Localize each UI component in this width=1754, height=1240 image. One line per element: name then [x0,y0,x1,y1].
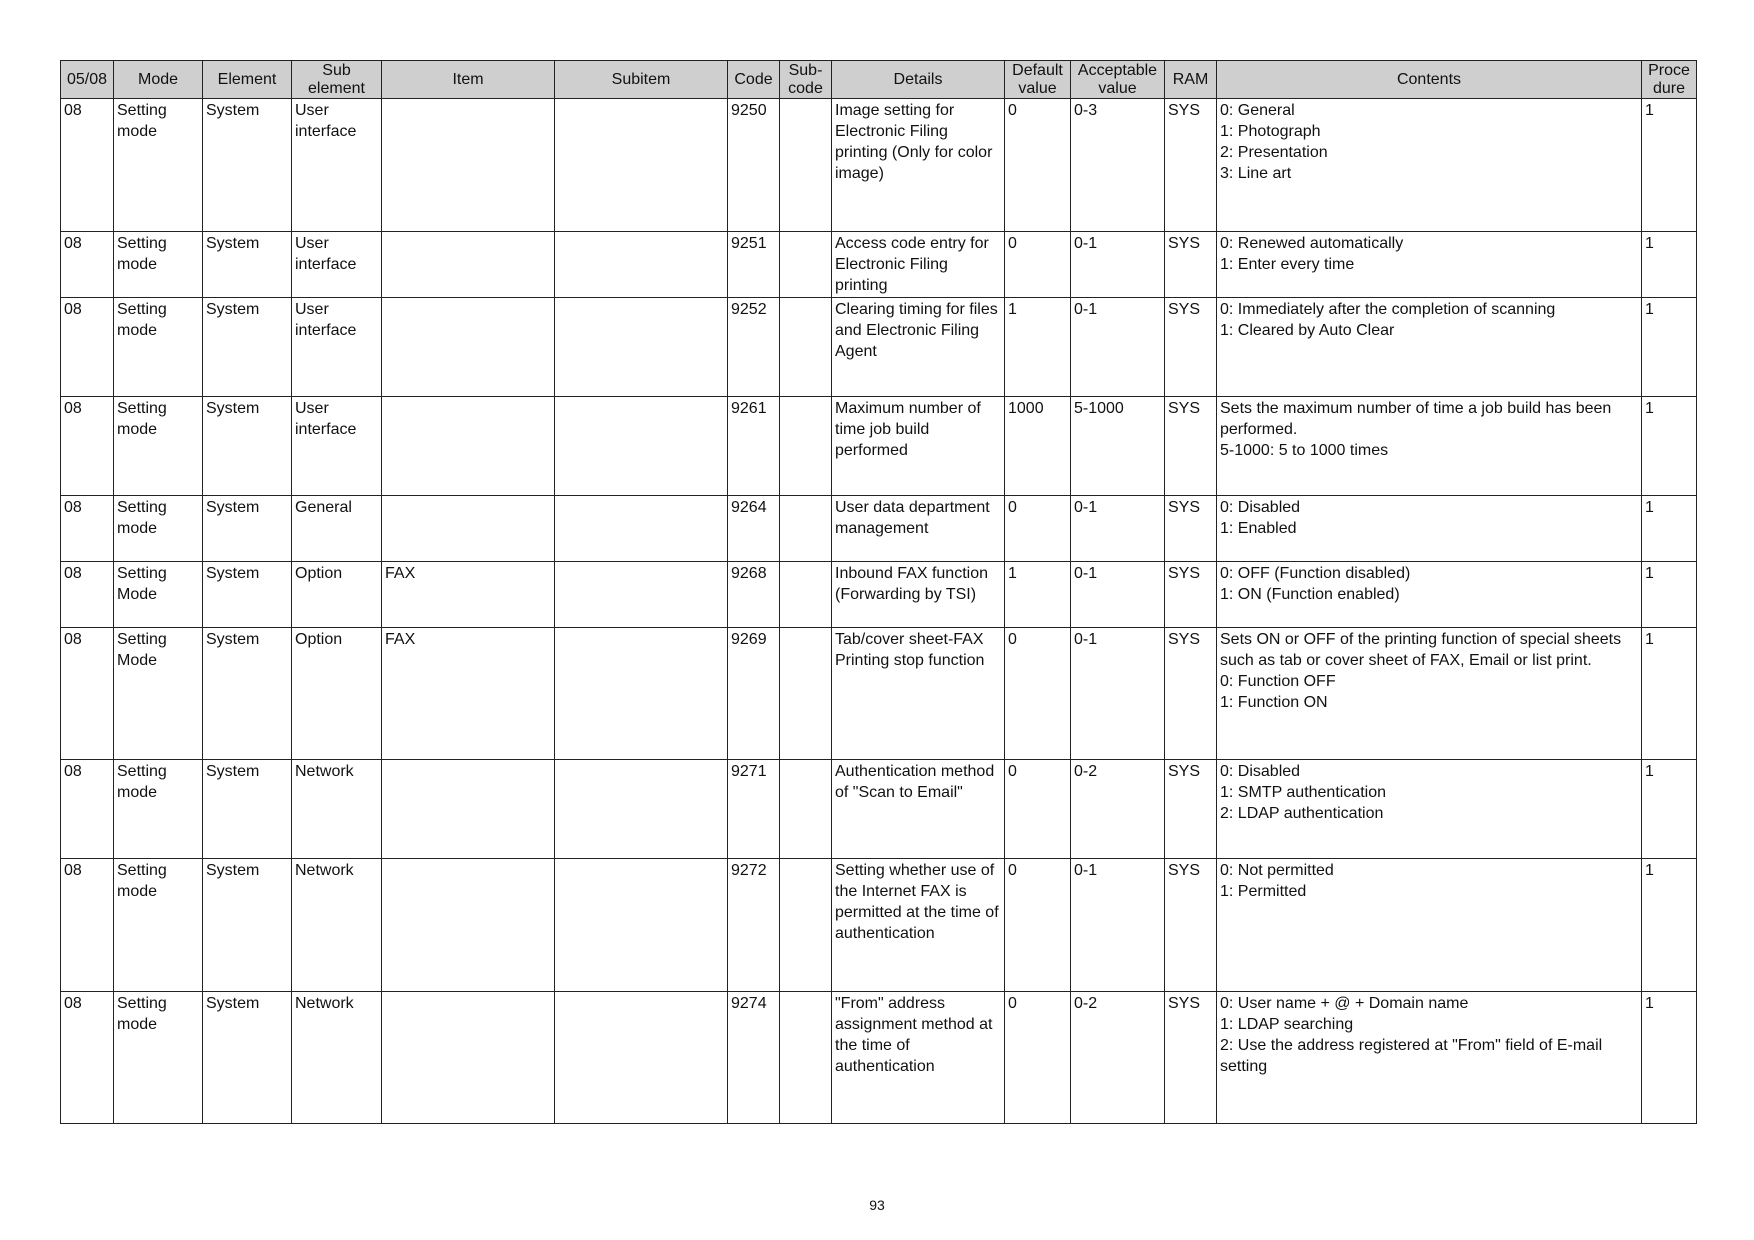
procedure-cell: 1 [1642,298,1697,397]
procedure-cell: 1 [1642,99,1697,232]
table-row [61,859,1697,992]
sub-element-cell: User interface [292,298,382,397]
contents-cell: 0: General 1: Photograph 2: Presentation 3: Line art [1217,99,1642,232]
col-header-code: Code [728,61,780,99]
procedure-cell: 1 [1642,397,1697,496]
item-cell: FAX [382,628,555,760]
element-cell: System [203,99,292,232]
element-cell: System [203,992,292,1124]
details-cell: Tab/cover sheet-FAX Printing stop function [832,628,1005,760]
sub-element-cell: Network [292,992,382,1124]
table-row [61,298,1697,397]
details-cell: "From" address assignment method at the time of authentication [832,992,1005,1124]
code-cell: 9250 [728,99,780,232]
default-value-cell: 0 [1005,628,1071,760]
procedure-cell: 1 [1642,562,1697,628]
element-cell: System [203,397,292,496]
group-cell: 08 [61,992,114,1124]
procedure-cell: 1 [1642,232,1697,298]
sub-element-cell: User interface [292,99,382,232]
code-cell: 9274 [728,992,780,1124]
ram-cell: SYS [1165,992,1217,1124]
contents-cell: 0: Renewed automatically 1: Enter every time [1217,232,1642,298]
mode-cell: Setting mode [114,760,203,859]
col-header-sub-code: Sub-code [780,61,832,99]
acceptable-value-cell: 0-1 [1071,298,1165,397]
details-cell: Setting whether use of the Internet FAX is permitted at the time of authentication [832,859,1005,992]
ram-cell: SYS [1165,232,1217,298]
sub-element-cell: General [292,496,382,562]
group-cell: 08 [61,496,114,562]
subitem-cell [555,562,728,628]
subitem-cell [555,628,728,760]
details-cell: User data department management [832,496,1005,562]
subitem-cell [555,232,728,298]
element-cell: System [203,298,292,397]
procedure-cell: 1 [1642,992,1697,1124]
default-value-cell: 0 [1005,760,1071,859]
ram-cell: SYS [1165,628,1217,760]
sub-code-cell [780,859,832,992]
procedure-cell: 1 [1642,859,1697,992]
sub-code-cell [780,99,832,232]
ram-cell: SYS [1165,99,1217,232]
sub-code-cell [780,232,832,298]
element-cell: System [203,760,292,859]
details-cell: Inbound FAX function (Forwarding by TSI) [832,562,1005,628]
sub-code-cell [780,992,832,1124]
element-cell: System [203,562,292,628]
group-cell: 08 [61,859,114,992]
element-cell: System [203,628,292,760]
service-mode-code-table [60,60,1697,1124]
code-cell: 9272 [728,859,780,992]
sub-code-cell [780,628,832,760]
details-cell: Maximum number of time job build performed [832,397,1005,496]
default-value-cell: 0 [1005,99,1071,232]
item-cell [382,859,555,992]
col-header-mode: Mode [114,61,203,99]
code-cell: 9252 [728,298,780,397]
default-value-cell: 0 [1005,232,1071,298]
contents-cell: 0: OFF (Function disabled) 1: ON (Function enabled) [1217,562,1642,628]
item-cell [382,992,555,1124]
contents-cell: 0: User name + @ + Domain name 1: LDAP searching 2: Use the address registered at "From" field of E-mail setting [1217,992,1642,1124]
subitem-cell [555,496,728,562]
sub-code-cell [780,298,832,397]
group-cell: 08 [61,232,114,298]
subitem-cell [555,298,728,397]
col-header-item: Item [382,61,555,99]
code-cell: 9268 [728,562,780,628]
item-cell [382,99,555,232]
table-row [61,397,1697,496]
procedure-cell: 1 [1642,760,1697,859]
subitem-cell [555,760,728,859]
mode-cell: Setting mode [114,397,203,496]
acceptable-value-cell: 0-3 [1071,99,1165,232]
acceptable-value-cell: 5-1000 [1071,397,1165,496]
sub-element-cell: User interface [292,397,382,496]
sub-element-cell: Network [292,760,382,859]
group-cell: 08 [61,397,114,496]
procedure-cell: 1 [1642,628,1697,760]
item-cell [382,232,555,298]
item-cell [382,496,555,562]
ram-cell: SYS [1165,397,1217,496]
subitem-cell [555,992,728,1124]
default-value-cell: 1 [1005,298,1071,397]
contents-cell: 0: Disabled 1: Enabled [1217,496,1642,562]
acceptable-value-cell: 0-1 [1071,232,1165,298]
contents-cell: 0: Disabled 1: SMTP authentication 2: LDAP authentication [1217,760,1642,859]
item-cell [382,298,555,397]
element-cell: System [203,496,292,562]
contents-cell: Sets the maximum number of time a job build has been performed. 5-1000: 5 to 1000 times [1217,397,1642,496]
page-number: 93 [869,1197,885,1213]
contents-cell: 0: Immediately after the completion of scanning 1: Cleared by Auto Clear [1217,298,1642,397]
group-cell: 08 [61,562,114,628]
details-cell: Image setting for Electronic Filing printing (Only for color image) [832,99,1005,232]
item-cell [382,397,555,496]
sub-code-cell [780,760,832,859]
group-cell: 08 [61,628,114,760]
acceptable-value-cell: 0-1 [1071,496,1165,562]
sub-element-cell: Option [292,628,382,760]
element-cell: System [203,232,292,298]
mode-cell: Setting mode [114,298,203,397]
col-header-contents: Contents [1217,61,1642,99]
subitem-cell [555,99,728,232]
mode-cell: Setting mode [114,992,203,1124]
code-cell: 9261 [728,397,780,496]
table-row [61,760,1697,859]
item-cell: FAX [382,562,555,628]
table-row [61,562,1697,628]
group-cell: 08 [61,298,114,397]
col-header-ram: RAM [1165,61,1217,99]
table-row [61,992,1697,1124]
acceptable-value-cell: 0-1 [1071,859,1165,992]
ram-cell: SYS [1165,760,1217,859]
ram-cell: SYS [1165,562,1217,628]
table-body [61,99,1697,1124]
col-header-group: 05/08 [61,61,114,99]
code-cell: 9269 [728,628,780,760]
acceptable-value-cell: 0-2 [1071,992,1165,1124]
col-header-procedure: Proce dure [1642,61,1697,99]
sub-code-cell [780,562,832,628]
mode-cell: Setting Mode [114,562,203,628]
ram-cell: SYS [1165,298,1217,397]
contents-cell: Sets ON or OFF of the printing function of special sheets such as tab or cover sheet of FAX, Email or list print. 0: Function OFF 1: Function ON [1217,628,1642,760]
mode-cell: Setting mode [114,859,203,992]
mode-cell: Setting mode [114,99,203,232]
code-cell: 9264 [728,496,780,562]
mode-cell: Setting mode [114,496,203,562]
col-header-element: Element [203,61,292,99]
mode-cell: Setting mode [114,232,203,298]
col-header-subitem: Subitem [555,61,728,99]
table-row [61,232,1697,298]
table-header-row [61,61,1697,99]
acceptable-value-cell: 0-1 [1071,628,1165,760]
default-value-cell: 0 [1005,496,1071,562]
table-row [61,99,1697,232]
item-cell [382,760,555,859]
default-value-cell: 1000 [1005,397,1071,496]
procedure-cell: 1 [1642,496,1697,562]
col-header-details: Details [832,61,1005,99]
ram-cell: SYS [1165,496,1217,562]
element-cell: System [203,859,292,992]
contents-cell: 0: Not permitted 1: Permitted [1217,859,1642,992]
table-row [61,496,1697,562]
mode-cell: Setting Mode [114,628,203,760]
col-header-sub-element: Sub element [292,61,382,99]
ram-cell: SYS [1165,859,1217,992]
table-row [61,628,1697,760]
details-cell: Clearing timing for files and Electronic Filing Agent [832,298,1005,397]
sub-code-cell [780,496,832,562]
sub-element-cell: User interface [292,232,382,298]
group-cell: 08 [61,99,114,232]
subitem-cell [555,859,728,992]
sub-element-cell: Network [292,859,382,992]
default-value-cell: 0 [1005,859,1071,992]
sub-code-cell [780,397,832,496]
col-header-acceptable-value: Acceptable value [1071,61,1165,99]
code-cell: 9271 [728,760,780,859]
details-cell: Access code entry for Electronic Filing printing [832,232,1005,298]
acceptable-value-cell: 0-2 [1071,760,1165,859]
group-cell: 08 [61,760,114,859]
default-value-cell: 0 [1005,992,1071,1124]
details-cell: Authentication method of "Scan to Email" [832,760,1005,859]
subitem-cell [555,397,728,496]
col-header-default-value: Default value [1005,61,1071,99]
default-value-cell: 1 [1005,562,1071,628]
acceptable-value-cell: 0-1 [1071,562,1165,628]
sub-element-cell: Option [292,562,382,628]
code-cell: 9251 [728,232,780,298]
